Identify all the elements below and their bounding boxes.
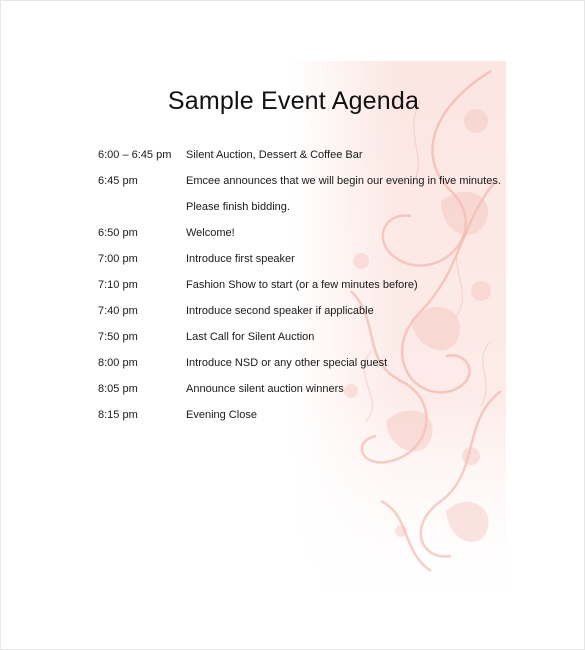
agenda-description: Last Call for Silent Auction [186, 331, 315, 343]
agenda-row [98, 246, 518, 272]
agenda-row [98, 298, 518, 324]
agenda-time: 8:05 pm [98, 383, 138, 395]
agenda-time: 8:00 pm [98, 357, 138, 369]
agenda-time: 7:40 pm [98, 305, 138, 317]
agenda-row [98, 350, 518, 376]
agenda-row [98, 272, 518, 298]
agenda-row [98, 376, 518, 402]
agenda-row [98, 220, 518, 246]
agenda-row [98, 402, 518, 428]
agenda-time: 7:00 pm [98, 253, 138, 265]
agenda-description: Please finish bidding. [186, 201, 290, 213]
agenda-row [98, 324, 518, 350]
agenda-row [98, 168, 518, 194]
agenda-description: Announce silent auction winners [186, 383, 344, 395]
agenda-description: Welcome! [186, 227, 235, 239]
agenda-time: 8:15 pm [98, 409, 138, 421]
agenda-description: Introduce first speaker [186, 253, 295, 265]
agenda-description: Introduce second speaker if applicable [186, 305, 374, 317]
agenda-time: 6:00 – 6:45 pm [98, 149, 172, 161]
agenda-time: 6:45 pm [98, 175, 138, 187]
agenda-description: Emcee announces that we will begin our evening in five minutes. [186, 175, 501, 187]
agenda-description: Introduce NSD or any other special guest [186, 357, 388, 369]
agenda-time: 7:50 pm [98, 331, 138, 343]
page-title: Sample Event Agenda [167, 87, 420, 115]
agenda-time: 6:50 pm [98, 227, 138, 239]
agenda-row [98, 142, 518, 168]
agenda-description: Evening Close [186, 409, 257, 421]
agenda-description: Fashion Show to start (or a few minutes before) [186, 279, 418, 291]
agenda-description: Silent Auction, Dessert & Coffee Bar [186, 149, 363, 161]
agenda-time: 7:10 pm [98, 279, 138, 291]
agenda-time [98, 194, 186, 220]
agenda-list [98, 142, 518, 428]
agenda-row [98, 194, 518, 220]
